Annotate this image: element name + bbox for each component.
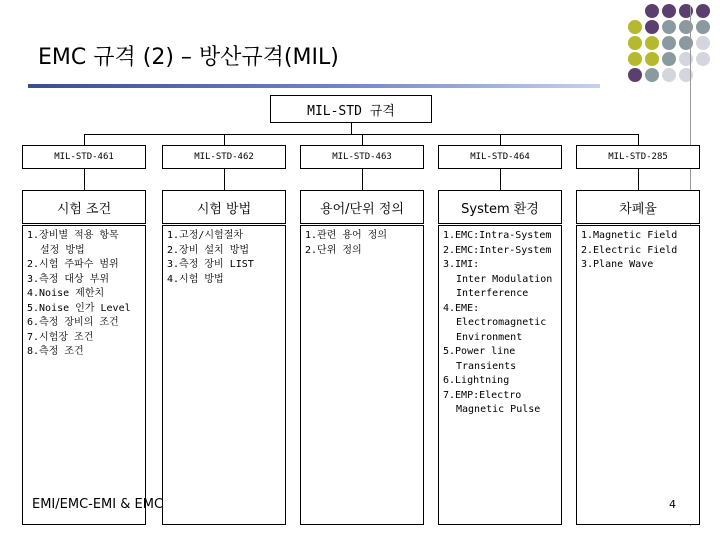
list-item: 설정 방법: [40, 244, 85, 256]
list-item: Transients: [456, 360, 517, 372]
content-list: [438, 225, 562, 525]
list-item: 6.측정 장비의 조건: [27, 317, 119, 328]
standard-node: MIL-STD-285: [576, 145, 700, 169]
decorative-dot: [662, 52, 676, 66]
list-item: 6.Lightning: [443, 375, 510, 386]
connector-line: [224, 134, 225, 145]
root-node-mil-std: MIL-STD 규격: [270, 95, 432, 123]
list-item: 5.Power line: [443, 346, 516, 357]
list-item: 1.EMC:Intra-System: [443, 230, 552, 241]
decorative-dot: [645, 4, 659, 18]
content-list: [162, 225, 286, 525]
topic-node: 시험 방법: [162, 190, 286, 224]
standard-node: MIL-STD-462: [162, 145, 286, 169]
list-item: 3.측정 장비 LIST: [167, 259, 254, 270]
list-item: Interference: [456, 288, 529, 299]
list-item: 1.Magnetic Field: [581, 230, 678, 241]
topic-node: 시험 조건: [22, 190, 146, 224]
list-item: 3.측정 대상 부위: [27, 273, 110, 285]
list-item: Magnetic Pulse: [456, 404, 541, 415]
connector-line: [500, 169, 501, 190]
content-list: [22, 225, 146, 525]
decorative-dot: [628, 20, 642, 34]
decorative-dot: [662, 36, 676, 50]
topic-node: 용어/단위 정의: [300, 190, 424, 224]
standard-node: MIL-STD-464: [438, 145, 562, 169]
list-item: 4.Noise 제한치: [27, 288, 105, 299]
slide-title: EMC 규격 (2) – 방산규격(MIL): [38, 45, 339, 70]
decorative-dot: [628, 36, 642, 50]
connector-line: [362, 134, 363, 145]
topic-node: 차폐율: [576, 190, 700, 224]
decorative-dot: [645, 68, 659, 82]
connector-line: [84, 134, 638, 135]
list-item: 2.단위 정의: [305, 244, 362, 256]
list-item: 2.Electric Field: [581, 244, 678, 256]
list-item: 1.고정/시험절차: [167, 230, 244, 241]
decorative-dot: [662, 20, 676, 34]
topic-node: System 환경: [438, 190, 562, 224]
connector-line: [84, 134, 85, 145]
connector-line: [500, 134, 501, 145]
connector-line: [638, 134, 639, 145]
list-item: Electromagnetic: [456, 317, 547, 328]
list-item: 2.시험 주파수 범위: [27, 259, 119, 270]
page-number: 4: [669, 498, 676, 511]
connector-line: [638, 169, 639, 190]
content-list: [576, 225, 700, 525]
standard-node: MIL-STD-461: [22, 145, 146, 169]
list-item: 5.Noise 인가 Level: [27, 302, 131, 314]
decorative-dot: [662, 4, 676, 18]
list-item: 1.관련 용어 정의: [305, 230, 388, 241]
list-item: 7.시험장 조건: [27, 331, 94, 343]
list-item: 2.장비 설치 방법: [167, 244, 250, 256]
list-item: 2.EMC:Inter-System: [443, 244, 552, 256]
decorative-dot: [645, 52, 659, 66]
connector-line: [84, 169, 85, 190]
decorative-dot: [662, 68, 676, 82]
title-underline-bar: [28, 84, 600, 88]
list-item: 3.Plane Wave: [581, 259, 654, 270]
decorative-dot: [628, 68, 642, 82]
connector-line: [362, 169, 363, 190]
list-item: 4.EME:: [443, 302, 480, 314]
list-item: Environment: [456, 331, 523, 343]
list-item: 3.IMI:: [443, 259, 480, 270]
connector-line: [351, 123, 352, 134]
decorative-dot: [696, 20, 710, 34]
slide-footer: EMI/EMC-EMI & EMC: [32, 497, 164, 512]
decorative-dot: [628, 52, 642, 66]
connector-line: [224, 169, 225, 190]
list-item: Inter Modulation: [456, 273, 553, 285]
list-item: 7.EMP:Electro: [443, 389, 522, 401]
decorative-dot: [696, 36, 710, 50]
list-item: 1.장비별 적용 항목: [27, 230, 119, 241]
decorative-dot-grid: [628, 4, 718, 86]
list-item: 4.시험 방법: [167, 273, 224, 285]
decorative-dot: [645, 36, 659, 50]
standard-node: MIL-STD-463: [300, 145, 424, 169]
list-item: 8.측정 조건: [27, 346, 84, 357]
decorative-dot: [645, 20, 659, 34]
content-list: [300, 225, 424, 525]
decorative-dot: [696, 52, 710, 66]
decorative-dot: [696, 4, 710, 18]
